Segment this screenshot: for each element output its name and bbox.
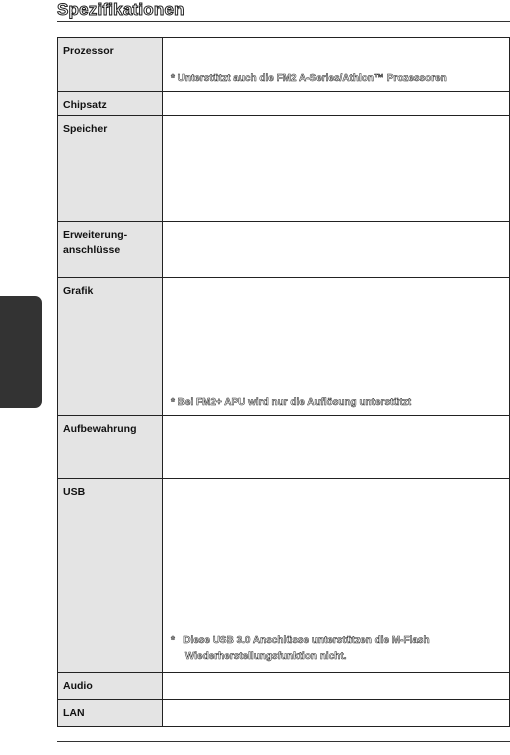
row-value-usb bbox=[163, 479, 510, 673]
row-label-graphics: Grafik bbox=[58, 278, 163, 416]
row-label-usb: USB bbox=[58, 479, 163, 673]
table-row bbox=[58, 222, 510, 278]
table-row bbox=[58, 92, 510, 116]
usb-note-line-1: * Diese USB 3.0 Anschlüsse unterstützen die M-Flash bbox=[171, 635, 430, 646]
row-value-graphics bbox=[163, 278, 510, 416]
row-value-memory bbox=[163, 116, 510, 222]
table-row bbox=[58, 700, 510, 727]
table-row bbox=[58, 116, 510, 222]
row-value-audio bbox=[163, 673, 510, 700]
table-row bbox=[58, 416, 510, 479]
row-label-processor: Prozessor bbox=[58, 38, 163, 92]
table-row bbox=[58, 278, 510, 416]
row-label-memory: Speicher bbox=[58, 116, 163, 222]
expansion-label-text: Erweiterung- anschlüsse bbox=[63, 229, 128, 256]
table-row bbox=[58, 673, 510, 700]
row-label-chipset: Chipsatz bbox=[58, 92, 163, 116]
row-value-storage bbox=[163, 416, 510, 479]
footer-divider bbox=[57, 741, 510, 742]
row-value-chipset bbox=[163, 92, 510, 116]
row-value-lan bbox=[163, 700, 510, 727]
spec-table bbox=[57, 37, 510, 727]
row-label-lan: LAN bbox=[58, 700, 163, 727]
page-title: Spezifikationen bbox=[57, 0, 185, 19]
processor-note: * Unterstützt auch die FM2 A-Series/Athlon™ Prozessoren bbox=[171, 73, 447, 84]
usb-note bbox=[171, 633, 430, 665]
table-row bbox=[58, 38, 510, 92]
graphics-note: * Bei FM2+ APU wird nur die Auflösung unterstützt bbox=[171, 397, 412, 408]
usb-note-line-2: Wiederherstellungsfunktion nicht. bbox=[171, 651, 347, 662]
row-value-expansion bbox=[163, 222, 510, 278]
row-label-expansion bbox=[58, 222, 163, 278]
table-row bbox=[58, 479, 510, 673]
chapter-side-tab bbox=[0, 296, 42, 408]
row-value-processor bbox=[163, 38, 510, 92]
title-divider bbox=[57, 21, 510, 22]
row-label-storage: Aufbewahrung bbox=[58, 416, 163, 479]
row-label-audio: Audio bbox=[58, 673, 163, 700]
